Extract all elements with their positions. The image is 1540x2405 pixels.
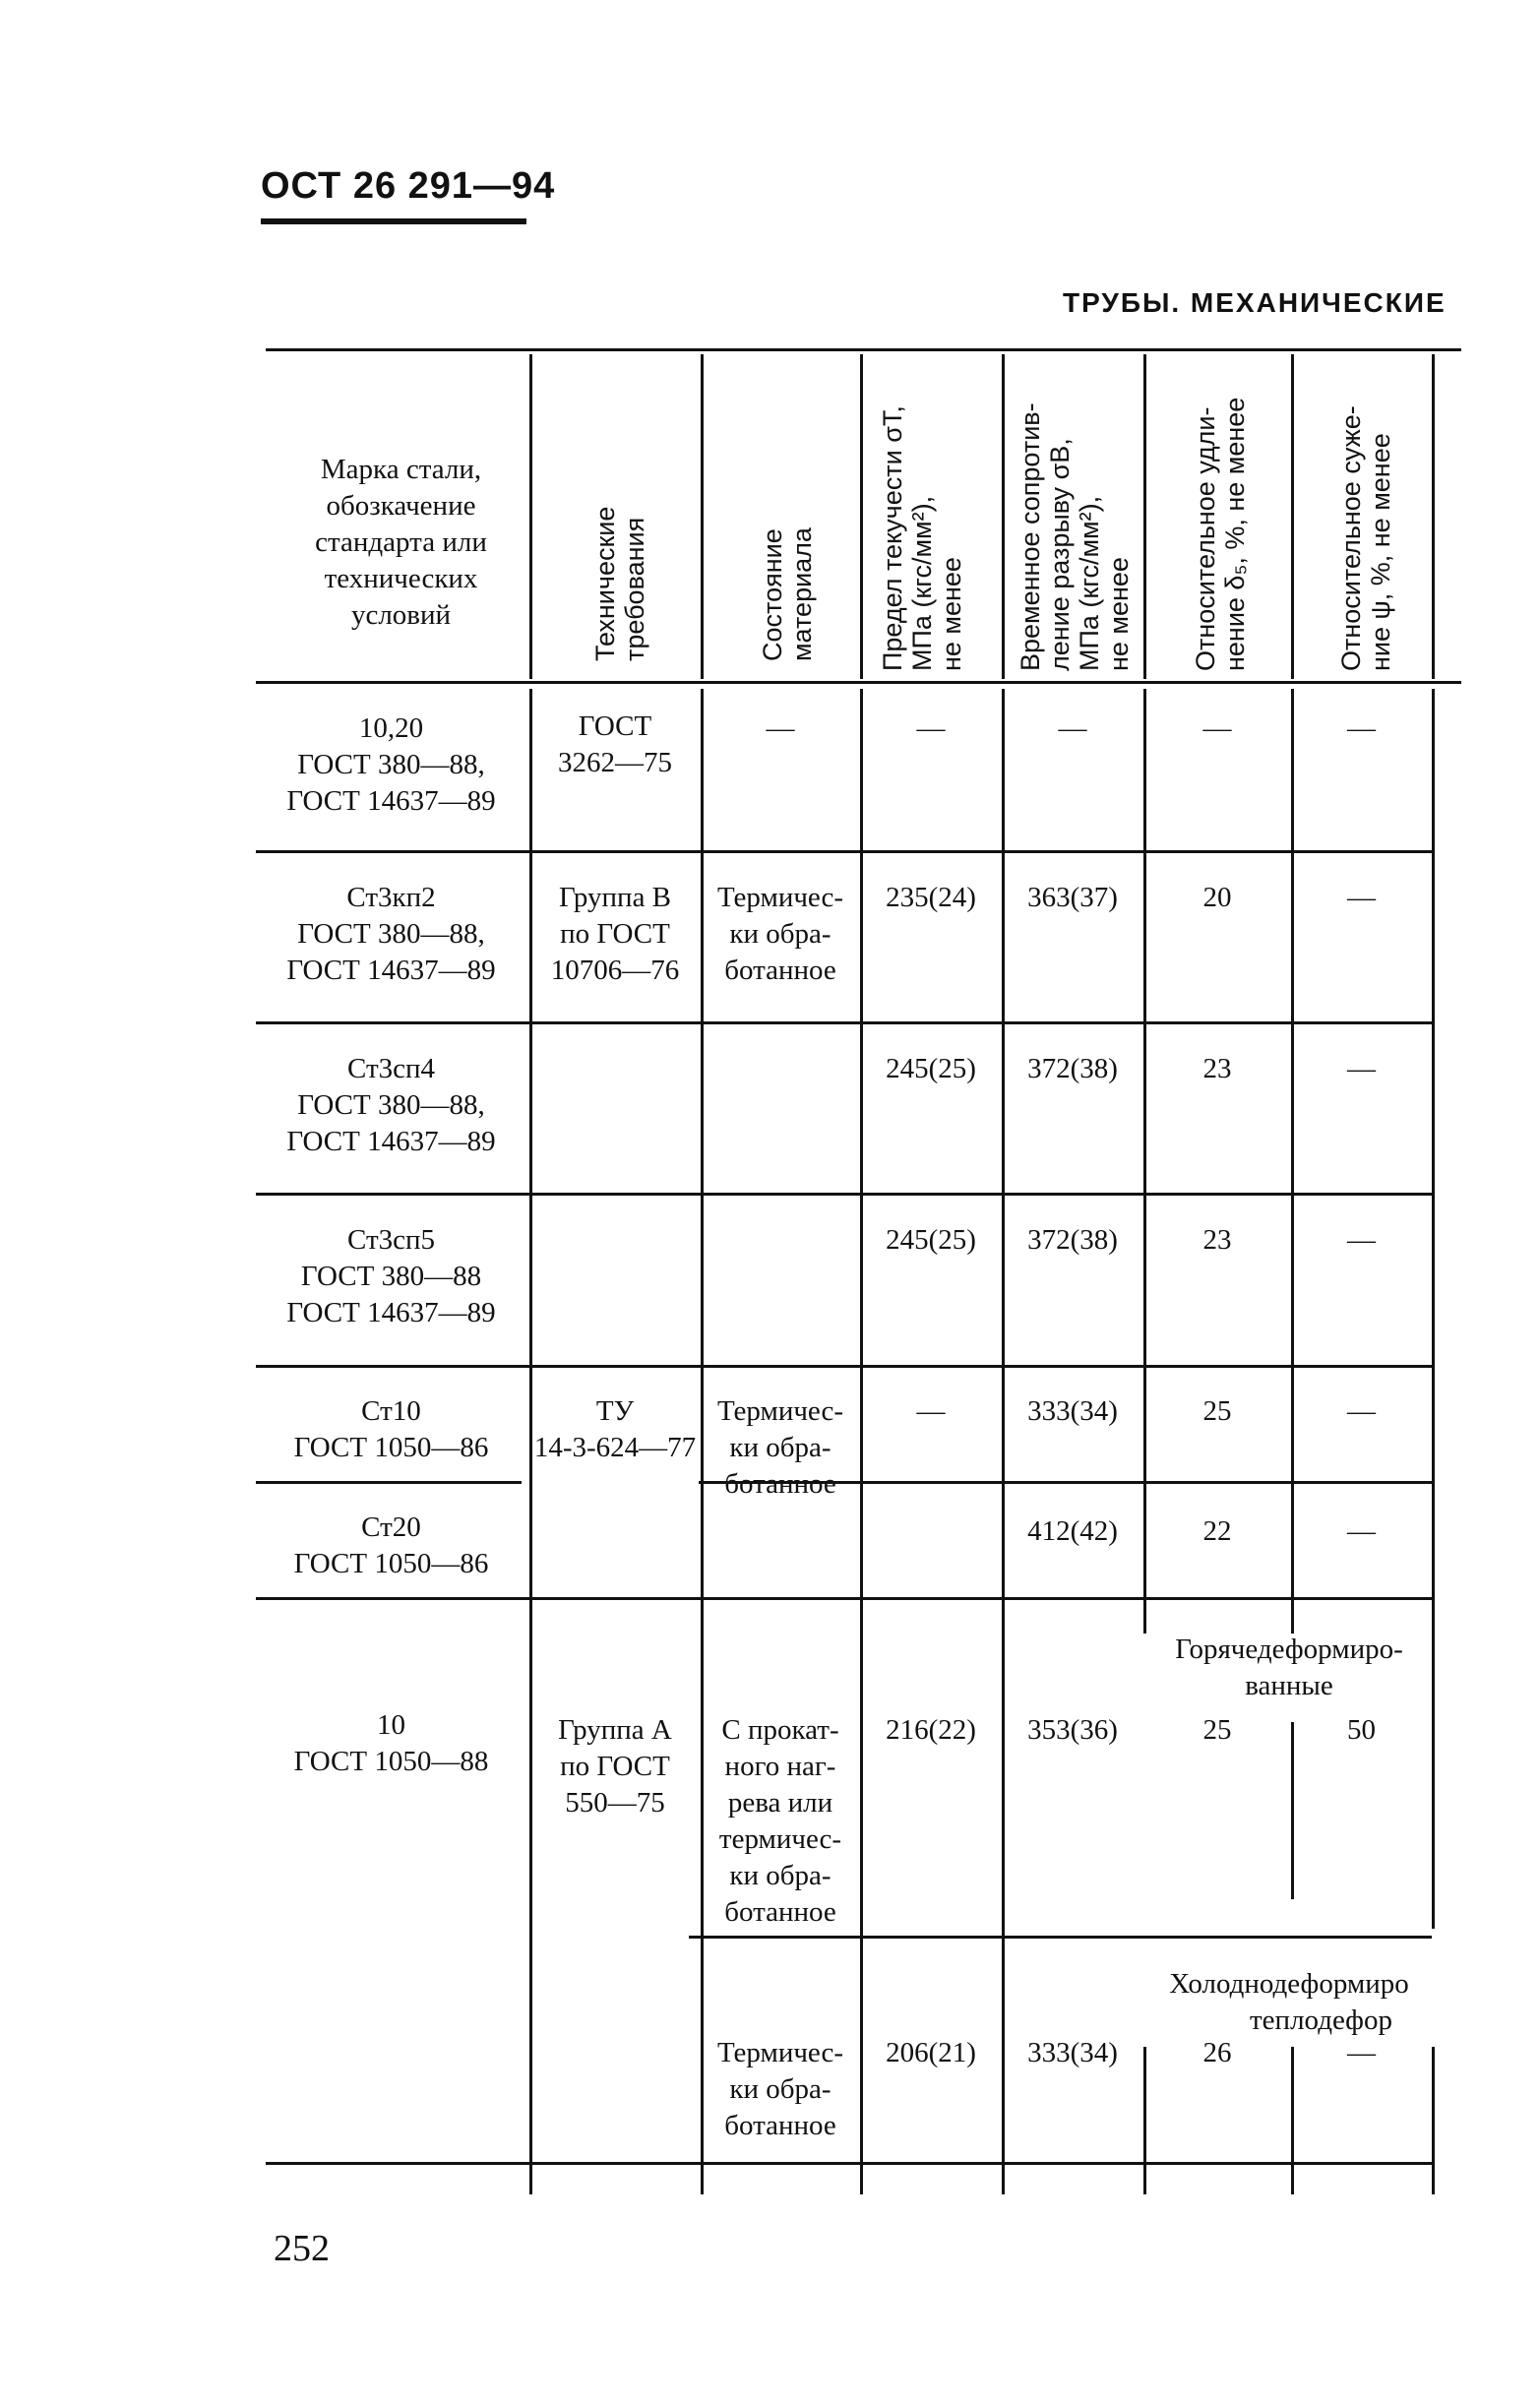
- cell-subheading-hot: Горячедеформиро- ванные: [1175, 1634, 1403, 1701]
- header-underline: [261, 218, 526, 224]
- column-line: [529, 354, 532, 679]
- cell-reduction: —: [1347, 1224, 1376, 1256]
- cell-yield: 245(25): [886, 1053, 976, 1084]
- cell-state: Термичес- ки обра- ботанное: [716, 882, 844, 986]
- cell-reduction: —: [1347, 1515, 1376, 1547]
- column-line: [1002, 354, 1005, 679]
- cell-grade: Ст3кп2 ГОСТ 380—88, ГОСТ 14637—89: [286, 882, 496, 986]
- cell-state: Термичес- ки обра- ботанное: [716, 2037, 844, 2141]
- column-line: [1432, 354, 1435, 679]
- table-top-rule: [266, 348, 1461, 351]
- cell-tensile: 333(34): [1027, 1395, 1118, 1427]
- cell-yield: —: [916, 712, 946, 744]
- cell-tensile: 363(37): [1027, 882, 1118, 913]
- cell-yield: 245(25): [886, 1224, 976, 1256]
- column-line: [1291, 1722, 1294, 1899]
- column-header-elongation: Относительное удли- нение δ₅, %, не менее: [1191, 397, 1250, 671]
- header-bottom-rule: [256, 681, 1461, 684]
- cell-state: С прокат- ного наг- рева или термичес- ки обра- ботанное: [718, 1714, 842, 1928]
- column-line: [1291, 689, 1294, 1634]
- cell-elongation: 23: [1202, 1224, 1232, 1256]
- cell-reduction: —: [1347, 1395, 1376, 1427]
- column-header-reduction: Относительное суже- ние ψ, %, не менее: [1336, 405, 1395, 671]
- column-line: [1143, 689, 1146, 1634]
- cell-tensile: 372(38): [1027, 1224, 1118, 1256]
- row-rule: [689, 1936, 1432, 1939]
- column-line: [1291, 354, 1294, 679]
- cell-grade: Ст3сп5 ГОСТ 380—88 ГОСТ 14637—89: [286, 1224, 496, 1328]
- cell-tensile: 333(34): [1027, 2037, 1118, 2068]
- cell-grade: Ст10 ГОСТ 1050—86: [293, 1395, 489, 1463]
- column-line: [860, 354, 863, 679]
- cell-elongation: 20: [1202, 882, 1232, 913]
- cell-grade: 10 ГОСТ 1050—88: [293, 1709, 489, 1777]
- cell-elongation: 26: [1202, 2037, 1232, 2068]
- row-rule: [256, 1365, 1432, 1368]
- cell-yield: 206(21): [886, 2037, 976, 2068]
- column-line: [1432, 2047, 1435, 2194]
- cell-reduction: —: [1347, 2037, 1376, 2068]
- row-rule: [256, 1021, 1432, 1024]
- row-rule: [256, 1597, 1432, 1600]
- column-header-grade: Марка стали, обозкачение стандарта или технических условий: [315, 454, 487, 631]
- cell-elongation: 25: [1202, 1395, 1232, 1427]
- table-caption: ТРУБЫ. МЕХАНИЧЕСКИЕ: [1063, 287, 1447, 318]
- cell-reduction: 50: [1347, 1714, 1376, 1746]
- column-header-state: Состояние материала: [758, 527, 817, 661]
- cell-state: Термичес- ки обра- ботанное: [716, 1395, 844, 1500]
- cell-tech-req: Группа В по ГОСТ 10706—76: [550, 882, 680, 986]
- cell-tech-req: ТУ 14-3-624—77: [533, 1395, 697, 1463]
- row-rule: [256, 850, 1432, 853]
- row-rule: [256, 1193, 1432, 1196]
- cell-elongation: 23: [1202, 1053, 1232, 1084]
- cell-tech-req: ГОСТ 3262—75: [558, 710, 672, 778]
- cell-tensile: 353(36): [1027, 1714, 1118, 1746]
- column-header-tech-req: Технические требования: [590, 506, 649, 661]
- cell-grade: Ст20 ГОСТ 1050—86: [293, 1511, 489, 1579]
- column-header-tensile: Временное сопротив- ление разрыву σB, МПа (кгс/мм²), не менее: [1016, 402, 1134, 671]
- cell-tensile: 412(42): [1027, 1515, 1118, 1547]
- table-bottom-rule: [266, 2162, 1432, 2165]
- row-rule: [256, 1481, 522, 1484]
- cell-reduction: —: [1347, 882, 1376, 913]
- cell-tech-req: Группа А по ГОСТ 550—75: [558, 1714, 672, 1819]
- cell-elongation: —: [1202, 712, 1232, 744]
- page-number: 252: [274, 2228, 330, 2269]
- column-header-yield: Предел текучести σT, МПа (кгс/мм²), не менее: [878, 405, 966, 671]
- cell-elongation: 22: [1202, 1515, 1232, 1547]
- cell-yield: —: [916, 1395, 946, 1427]
- cell-subheading-cold: Холоднодеформиро теплодефор: [1169, 1968, 1409, 2036]
- cell-tensile: 372(38): [1027, 1053, 1118, 1084]
- cell-grade: Ст3сп4 ГОСТ 380—88, ГОСТ 14637—89: [286, 1053, 496, 1157]
- column-line: [1143, 354, 1146, 679]
- cell-grade: 10,20 ГОСТ 380—88, ГОСТ 14637—89: [286, 712, 496, 817]
- column-line: [1432, 689, 1435, 1929]
- document-code: ОСТ 26 291—94: [261, 165, 556, 207]
- cell-yield: 235(24): [886, 882, 976, 913]
- cell-tensile: —: [1058, 712, 1087, 744]
- cell-reduction: —: [1347, 1053, 1376, 1084]
- cell-yield: 216(22): [886, 1714, 976, 1746]
- cell-state: —: [766, 712, 795, 744]
- cell-elongation: 25: [1202, 1714, 1232, 1746]
- cell-reduction: —: [1347, 712, 1376, 744]
- column-line: [701, 354, 704, 679]
